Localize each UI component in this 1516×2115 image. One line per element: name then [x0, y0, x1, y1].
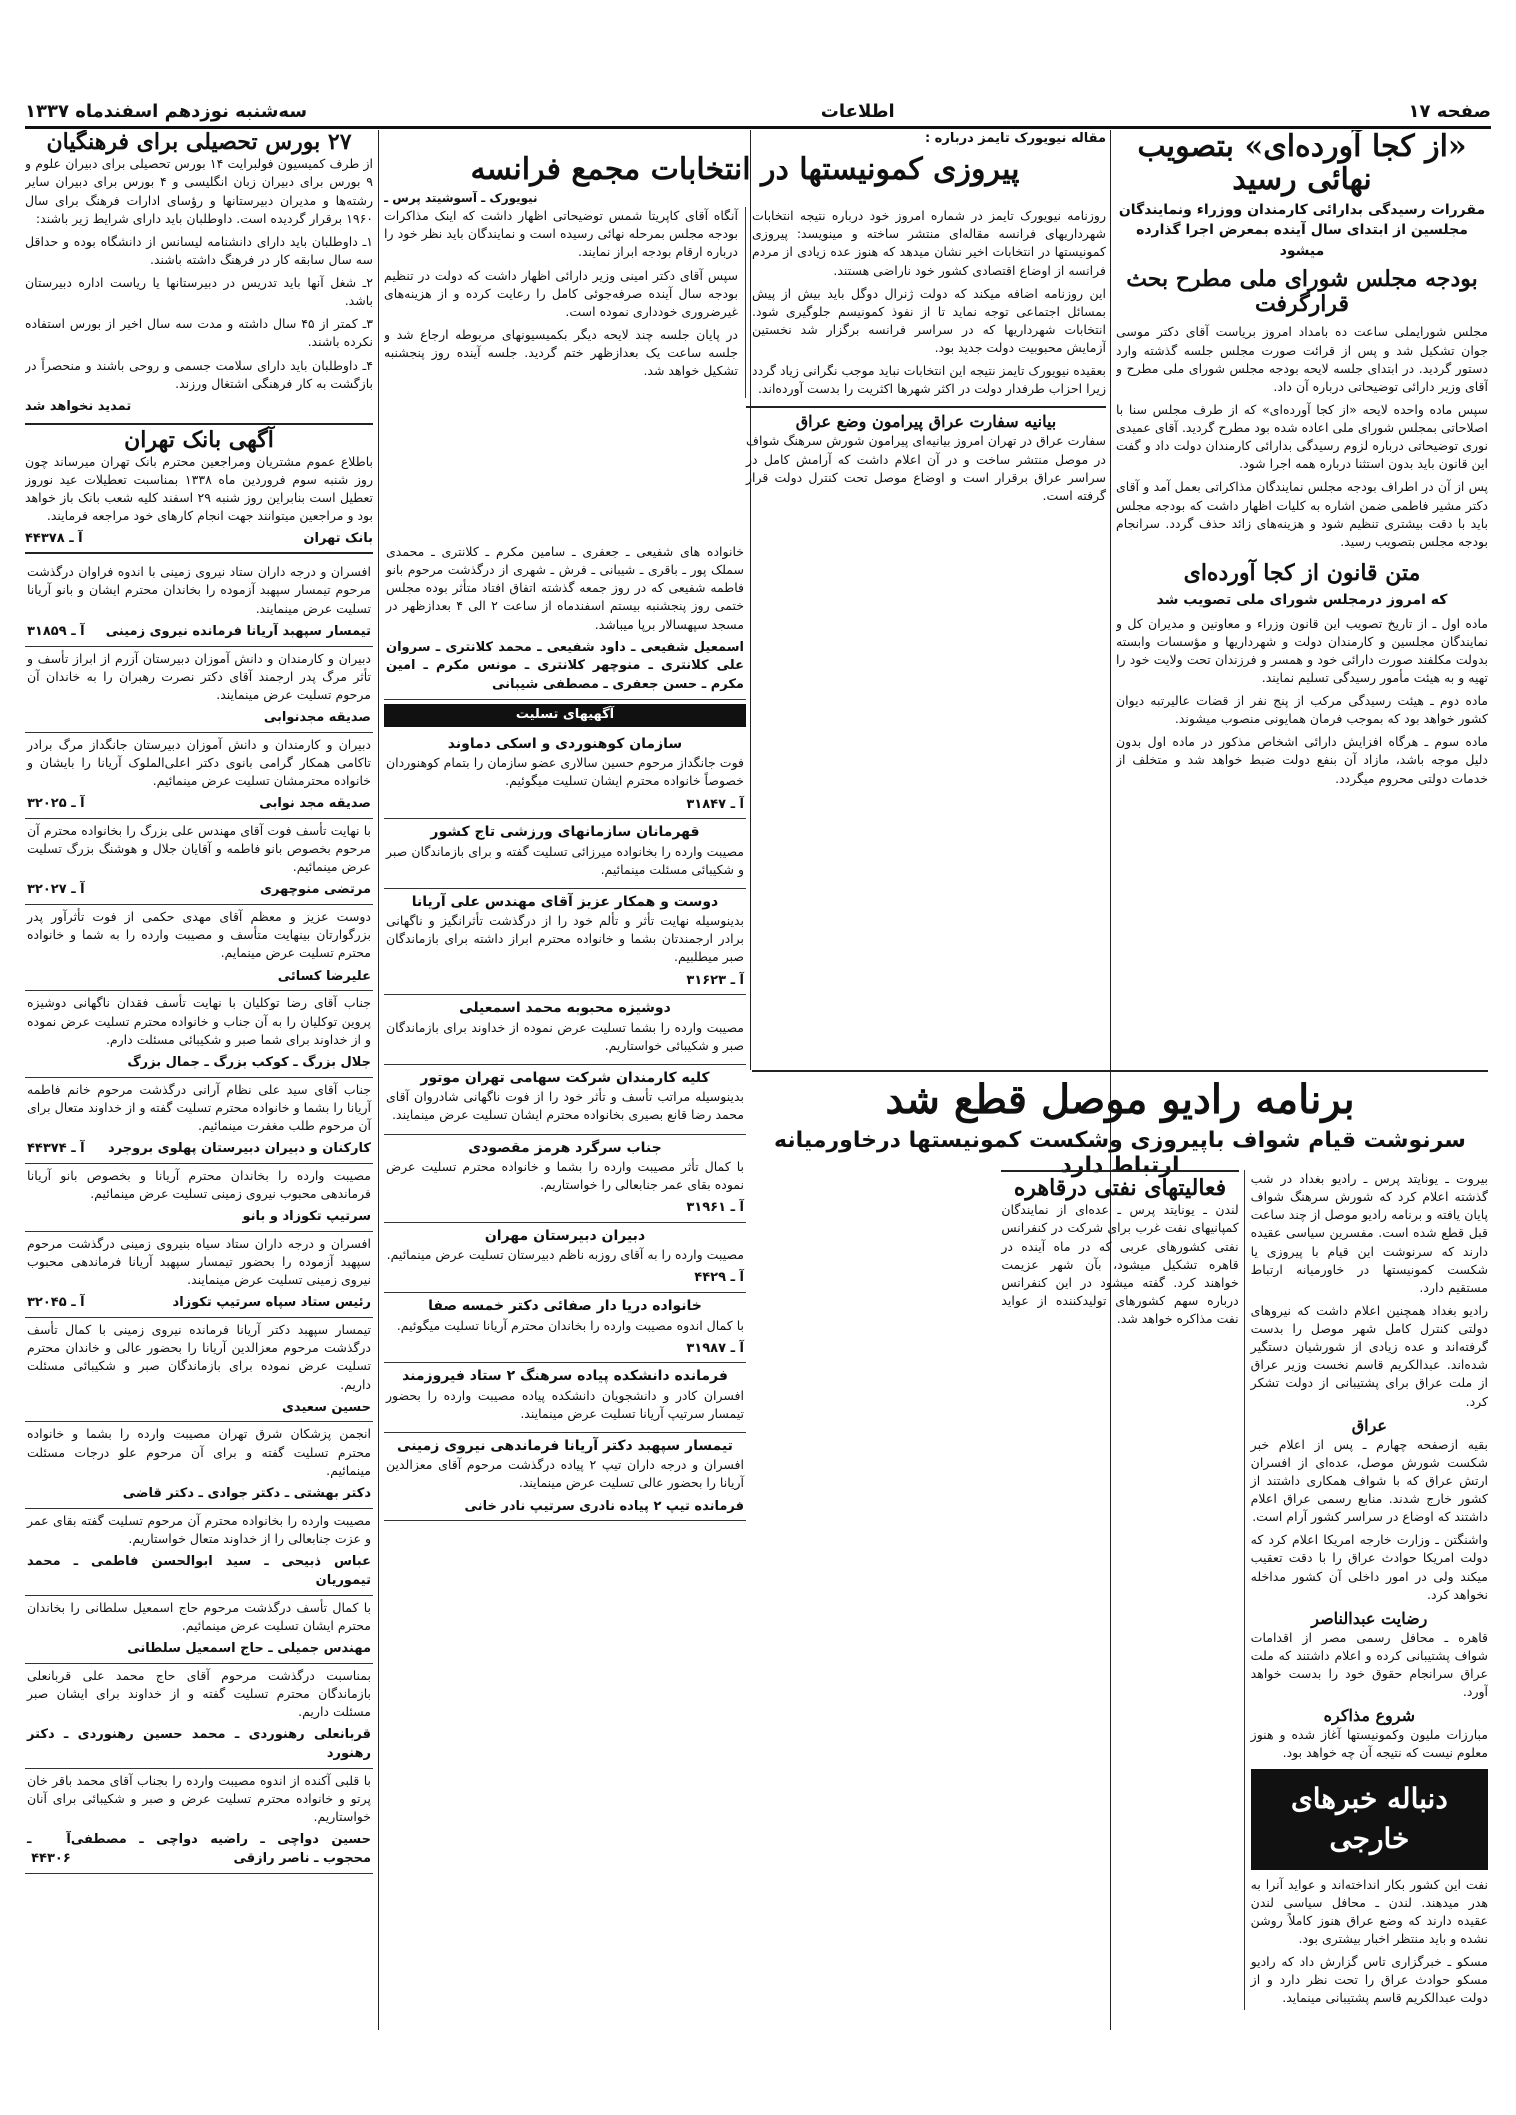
law-para: ماده دوم ـ هیئت رسیدگی مرکب از پنج نفر از قضات عالیرتبه دیوان کشور خواهد بود که بموجب فرمان همایونی منصوب میشوند.: [1116, 693, 1488, 727]
nasser-para: قاهره ـ محافل رسمی مصر از اقدامات شواف پشتیبانی کرده و اعلام داشتند که ملت عراق سرانجام حقوق خود را بدست خواهد آورد.: [1250, 1629, 1488, 1700]
left-column: [25, 130, 373, 2030]
lead-deck: مقررات رسیدگی بدارائی کارمندان ووزراء ونمایندگان مجلسین از ابتدای سال آینده بمعرض اجرا گذارده میشود: [1118, 202, 1486, 259]
final-subhead: شروع مذاکره: [1323, 1706, 1415, 1726]
iraq-embassy-headline: بیانیه سفارت عراق پیرامون وضع عراق: [795, 412, 1057, 432]
iraq-embassy-story: [746, 406, 1106, 510]
nyt-body: [384, 207, 1106, 398]
issue-date: سه‌شنبه نوزدهم اسفندماه ۱۳۳۷: [25, 100, 308, 122]
bank-text: باطلاع عموم مشتریان ومراجعین محترم بانک تهران میرساند چون روز شنبه سوم فروردین ماه ۱۳۳۸ بمناسبت تعطیلات عید نوروز تعطیل است بنابراین روز شنبه ۲۹ اسفند کلیه شعب بانک باز خواهد بود و مراجعین میتوانند جهت انجام کارهای خود مراجعه فرمایند.: [25, 453, 373, 524]
iraq-para: بقیه ازصفحه چهارم ـ پس از اعلام خبر شکست شورش موصل، عده‌ای از افسران ارتش عراق که با شواف همکاری داشتند از کشور خارج شدند. منابع رسمی عراق اعلام داشتند که اوضاع در سراسر کشور آرام است.: [1250, 1436, 1488, 1525]
scholarship-item: ۴ـ داوطلبان باید دارای سلامت جسمی و روحی باشند و منحصراً در بازگشت به کار فرهنگی اشتغال ورزند.: [25, 357, 373, 391]
notice: سازمان کوهنوردی و اسکی دماوند فوت جانگداز مرحوم حسین سالاری عضو سازمان را بتمام کوهنوردان خصوصاً خانواده محترم ایشان تسلیت میگوئیم. آ ـ ۳۱۸۴۷: [384, 731, 746, 819]
law-deck: که امروز درمجلس شورای ملی تصویب شد: [1156, 592, 1448, 609]
notice: دبیران و کارمندان و دانش آموزان دبیرستان آزرم از ابراز تأسف و تأثر مرگ پدر ارجمند آقای دکتر نصرت رهبران را به خاندان آن مرحوم تسلیت عرض مینمایند. صدیقه مجدنوابی: [25, 647, 373, 733]
law-headline: متن قانون از کجا آورده‌ای: [1183, 559, 1421, 586]
bank-headline: آگهی بانک تهران: [124, 426, 274, 453]
bank-sign: بانک تهران آ ـ ۴۴۳۷۸: [25, 531, 373, 547]
oil-headline: فعالیتهای نفتی درقاهره: [1001, 1170, 1238, 1201]
masthead: [25, 96, 1491, 129]
scholarship-text: از طرف کمیسیون فولبرایت ۱۴ بورس تحصیلی برای دبیران علوم و ۹ بورس برای دبیران زبان انگلیسی و ۴ بورس برای دبیران سایر رشته‌ها و مدیران دبیرستانها و رؤسای ادارات فرهنگ برای سال ۱۹۶۰ برقرار گردیده است. داوطلبان باید دارای شرایط زیر باشند:: [25, 156, 373, 226]
notice: بمناسبت درگذشت مرحوم آقای حاج محمد علی قربانعلی بازماندگان محترم تسلیت گفته و از خداوند برای ایشان صبر مسئلت داریم. قربانعلی رهنوردی ـ محمد حسین رهنوردی ـ دکتر رهنورد: [25, 1664, 373, 1769]
notice: دبیران دبیرستان مهران مصیبت وارده را به آقای روزبه ناظم دبیرستان تسلیت عرض مینمائیم. آ ـ ۴۴۲۹: [384, 1223, 746, 1293]
notice: با کمال تأسف درگذشت مرحوم حاج اسمعیل سلطانی را بخاندان محترم ایشان تسلیت عرض مینمائیم. مهندس جمیلی ـ حاج اسمعیل سلطانی: [25, 1596, 373, 1664]
nyt-credit: نیویورک ـ آسوشیتد پرس ـ: [384, 190, 538, 205]
nyt-para: آنگاه آقای کاپریتا شمس توضیحاتی اظهار داشت که اینک مذاکرات بودجه مجلس بمرحله نهائی رسیده است و نمایندگان باید نظر خود را درباره ارقام بودجه ابراز نمایند.: [384, 208, 738, 260]
notice: دوست و همکار عزیز آقای مهندس علی آریانا بدینوسیله نهایت تأثر و تألم خود را از درگذشت تأثرانگیز و ناگهانی برادر ارجمندتان بشما و خانواده محترم ابراز داشته برای بازماندگان صبر میطلبیم. آ ـ ۳۱۶۲۳: [384, 889, 746, 996]
notice: خانواده دریا دار صفائی دکتر خمسه صفا با کمال اندوه مصیبت وارده را بخاندان محترم آریانا تسلیت میگوئیم. آ ـ ۳۱۹۸۷: [384, 1293, 746, 1363]
notice: دوست عزیز و معظم آقای مهدی حکمی از فوت تأثرآور پدر بزرگوارتان بینهایت متأسف و مصیبت وارده را به شما و خانواده محترم تسلیت عرض مینمایم. علیرضا کسائی: [25, 905, 373, 991]
scholarship-item: ۳ـ کمتر از ۴۵ سال داشته و مدت سه سال اخیر از بورس استفاده نکرده باشند.: [25, 316, 373, 350]
foreign-news-box: دنباله خبرهای خارجی: [1251, 1769, 1488, 1870]
bank-notice: [25, 423, 373, 555]
budget-para: پس از آن در اطراف بودجه مجلس نمایندگان مذاکراتی بعمل آمد و آقای دکتر مشیر فاطمی ضمن اشاره به کلیات اظهار داشت که بودجه مجلس باید با دقت بیشتری تنظیم شود و هزینه‌های زائد حذف گردد. سرانجام بودجه مجلس بتصویب رسید.: [1116, 479, 1488, 549]
iraq-embassy-text: سفارت عراق در تهران امروز بیانیه‌ای پیرامون شورش سرهنگ شواف در موصل منتشر ساخت و در آن اعلام داشت که آرامش کامل در سراسر عراق برقرار است و اوضاع موصل تحت کنترل دولت قرار گرفته است.: [746, 433, 1106, 503]
oil-text: لندن ـ یونایتد پرس ـ عده‌ای از نمایندگان کمپانیهای نفت غرب برای شرکت در کنفرانس نفتی کشورهای عربی که در ماه آینده در قاهره تشکیل میشود، بآن شهر عزیمت خواهند کرد. گفته میشود در این کنفرانس درباره سهم کشورهای تولیدکننده از عواید نفت مذاکره خواهد شد.: [1001, 1202, 1239, 1327]
law-para: ماده سوم ـ هرگاه افزایش دارائی اشخاص مذکور در ماده اول بدون دلیل موجه باشد، مازاد آن بنفع دولت ضبط خواهد شد و متخلف از خدمات دولتی محروم میگردد.: [1116, 734, 1488, 786]
budget-headline: بودجه مجلس شورای ملی مطرح بحث قرارگرفت: [1126, 265, 1478, 318]
radio-story: [752, 1170, 1488, 2020]
nyt-headline: پیروزی کمونیستها در انتخابات مجمع فرانسه: [470, 151, 1020, 187]
radio-headline: برنامه رادیو موصل قطع شد: [885, 1076, 1355, 1123]
radio-banner: [752, 1076, 1488, 1178]
notice: دوشیزه محبوبه محمد اسمعیلی مصیبت وارده را بشما تسلیت عرض نموده از خداوند برای بازماندگان صبر و شکیبائی خواستاریم.: [384, 995, 746, 1065]
notice: دبیران و کارمندان و دانش آموزان دبیرستان جانگداز مرگ برادر تاکامی همکار گرامی بانوی دکتر اعلی‌الملوک آریانا را بایشان و خانواده محترمشان تسلیت عرض مینمائیم. صدیقه مجد نوابی آ ـ ۳۲۰۲۵: [25, 733, 373, 819]
foreign-para: نفت این کشور بکار انداخته‌اند و عواید آنرا به هدر میدهند. لندن ـ محافل سیاسی لندن عقیده دارند که وضع عراق هنوز کاملاً روشن نشده و باید منتظر اخبار بیشتری بود.: [1250, 1876, 1488, 1947]
notice: تیمسار سپهبد دکتر آریانا فرمانده نیروی زمینی با کمال تأسف درگذشت مرحوم معزالدین آریانا را بحضور عالی و خاندان محترم تسلیت عرض نموده برای بازماندگان صبر و شکیبائی مسئلت داریم. حسین سعیدی: [25, 1318, 373, 1422]
notice-text: خانواده های شفیعی ـ جعفری ـ سامین مکرم ـ کلانتری ـ محمدی سملک پور ـ باقری ـ شیبانی ـ فرش ـ شهری از درگذشت مرحوم بانو فاطمه شفیعی که در روز جمعه گذشته اتفاق افتاد متأثر بوده مجلس ختمی روز پنجشنبه بیستم اسفندماه از ساعت ۲ الی ۴ بعدازظهر در مسجد سپهسالار برپا میباشد.: [386, 544, 744, 632]
scholarship-headline: ۲۷ بورس تحصیلی برای فرهنگیان: [46, 130, 352, 155]
nyt-para: در پایان جلسه چند لایحه دیگر بکمیسیونهای مربوطه ارجاع شد و جلسه ساعت یک بعدازظهر ختم گردید. جلسه آینده روز پنجشنبه تشکیل خواهد شد.: [384, 326, 738, 379]
law-para: ماده اول ـ از تاریخ تصویب این قانون وزراء و معاونین و مدیران کل و نمایندگان مجلسین و کارمندان دولت و شهرداریها و مؤسسات وابسته بدولت مکلفند صورت دارائی خود و همسر و فرزندان تحت ولایت خود را تهیه و به هیئت مأمور رسیدگی تسلیم نمایند.: [1116, 615, 1488, 685]
notice: با نهایت تأسف فوت آقای مهندس علی بزرگ را بخانواده محترم آن مرحوم بخصوص بانو فاطمه و آقایان جلال و هوشنگ بزرگ تسلیت عرض مینمائیم. مرتضی منوچهری آ ـ ۳۲۰۲۷: [25, 819, 373, 905]
nasser-subhead: رضایت عبدالناصر: [1311, 1608, 1428, 1628]
notice: فرمانده دانشکده پیاده سرهنگ ۲ ستاد فیروزمند افسران کادر و دانشجویان دانشکده پیاده مصیبت وارده را بحضور تیمسار سرتیپ آریانا تسلیت عرض مینمایند.: [384, 1363, 746, 1433]
nyt-para: سپس آقای دکتر امینی وزیر دارائی اظهار داشت که دولت در تنظیم بودجه سال آینده صرفه‌جوئی کامل را رعایت کرده و از هزینه‌های غیرضروری خودداری نموده است.: [384, 267, 738, 319]
page-number: صفحه ۱۷: [1408, 100, 1491, 122]
notice: جناب آقای رضا توکلیان با نهایت تأسف فقدان ناگهانی دوشیزه پروین توکلیان را به آن جناب و خانواده محترم تسلیت عرض نموده و از خداوند برای شما صبر و شکیبائی مسئلت دارم. جلال بزرگ ـ کوکب بزرگ ـ جمال بزرگ: [25, 991, 373, 1077]
notice: تیمسار سپهبد دکتر آریانا فرماندهی نیروی زمینی افسران و درجه داران تیپ ۲ پیاده درگذشت مرحوم آقای معزالدین آریانا را بحضور عالی تسلیت عرض مینمایند. فرمانده تیپ ۲ پیاده نادری سرتیپ نادر خانی: [384, 1433, 746, 1521]
radio-para: بیروت ـ یونایتد پرس ـ رادیو بغداد در شب گذشته اعلام کرد که شورش سرهنگ شواف پایان یافته و برنامه رادیو موصل از چند ساعت قبل قطع شده است. مفسرین سیاسی عقیده دارند که سرنوشت این قیام با پیروزی یا شکست کمونیستها در خاورمیانه ارتباط مستقیم دارد.: [1250, 1171, 1488, 1295]
paper-name: اطلاعات: [820, 100, 895, 122]
foreign-para: مسکو ـ خبرگزاری تاس گزارش داد که رادیو مسکو حوادث عراق را تحت نظر دارد و از دولت عبدالکریم قاسم پشتیبانی مینماید.: [1250, 1954, 1488, 2006]
notice-sign: اسمعیل شفیعی ـ داود شفیعی ـ محمد کلانتری ـ سروان علی کلانتری ـ منوچهر کلانتری ـ مونس مکرم ـ امین مکرم ـ حسن جعفری ـ مصطفی شیبانی: [386, 639, 744, 693]
final-para: مبارزات ملیون وکمونیستها آغاز شده و هنوز معلوم نیست که نتیجه آن چه خواهد بود.: [1250, 1727, 1488, 1761]
radio-deck: سرنوشت قیام شواف باپیروزی وشکست کمونیستها درخاورمیانه ارتباط دارد: [774, 1128, 1466, 1178]
notice: [384, 540, 746, 700]
lead-headline: «از کجا آورده‌ای» بتصویب نهائی رسید: [1137, 130, 1467, 197]
condolence-header: آگهیهای تسلیت: [384, 704, 746, 727]
scholarship-footer: تمدید نخواهد شد: [25, 398, 132, 414]
iraq-para: واشنگتن ـ وزارت خارجه امریکا اعلام کرد که دولت امریکا حوادث عراق را با دقت تعقیب میکند ولی در امور داخلی آن کشور مداخله نخواهد کرد.: [1250, 1532, 1488, 1602]
notice: جناب سرگرد هرمز مقصودی با کمال تأثر مصیبت وارده را بشما و خانواده محترم تسلیت عرض نموده بقای عمر جنابعالی را خواستاریم. آ ـ ۳۱۹۶۱: [384, 1135, 746, 1223]
notice: با قلبی آکنده از اندوه مصیبت وارده را بجناب آقای محمد باقر خان پرتو و خانواده محترم تسلیت عرض و صبر و شکیبائی برای آنان خواستاریم. حسین دواچی ـ راضیه دواچی ـ مصطفی محجوب ـ ناصر رازقی آ ـ ۴۴۳۰۶: [25, 1769, 373, 1874]
scholarship-item: ۲ـ شغل آنها باید تدریس در دبیرستانها یا ریاست اداره دبیرستان باشد.: [25, 275, 373, 309]
notice: مصیبت وارده را بخاندان محترم آریانا و بخصوص بانو آریانا فرماندهی محبوب نیروی زمینی تسلیت عرض مینمائیم. سرتیپ تکوزاد و بانو: [25, 1164, 373, 1232]
notice: قهرمانان سازمانهای ورزشی تاج کشور مصیبت وارده را بخانواده میرزائی تسلیت گفته و برای بازماندگان صبر و شکیبائی مسئلت مینمائیم.: [384, 819, 746, 889]
iraq-subhead: عراق: [1351, 1415, 1387, 1435]
nyt-kicker: مقاله نیویورک تایمز درباره :: [924, 131, 1106, 146]
nyt-para: بعقیده نیویورک تایمز نتیجه این انتخابات نباید موجب نگرانی زیاد گردد زیرا احزاب طرفدار دولت در اکثر شهرها اکثریت را بدست آورده‌اند.: [752, 363, 1106, 397]
budget-para: سپس ماده واحده لایحه «از کجا آورده‌ای» که از طرف مجلس سنا با اصلاحاتی بمجلس شورای ملی اعاده شده بود مطرح گردید. آقای عمیدی نوری توضیحاتی درباره لزوم رسیدگی بدارائی کارمندان دولت داد و گفت این قانون باید بدون استثنا درباره همه اجرا شود.: [1116, 401, 1488, 472]
notice: جناب آقای سید علی نظام آرانی درگذشت مرحوم خانم فاطمه آریانا را بشما و خانواده محترم تسلیت گفته و از خداوند متعال برای آن مرحوم طلب مغفرت مینمائیم. کارکنان و دبیران دبیرستان پهلوی بروجرد آ ـ ۴۴۳۷۴: [25, 1078, 373, 1164]
scholarship-item: ۱ـ داوطلبان باید دارای دانشنامه لیسانس از دانشگاه بوده و حداقل سه سال سابقه کار در فرهنگ داشته باشند.: [25, 233, 373, 267]
notice: مصیبت وارده را بخانواده محترم آن مرحوم تسلیت گفته بقای عمر و عزت جنابعالی را از خداوند متعال خواستاریم. عباس ذبیحی ـ سید ابوالحسن فاطمی ـ محمد تیموریان: [25, 1509, 373, 1596]
column-rule: [378, 130, 379, 2030]
notice: افسران و درجه داران ستاد سیاه بنیروی زمینی درگذشت مرحوم سپهبد آزموده را بحضور تیمسار سپهبد آریانا فرماندهی محبوب نیروی زمینی تسلیت عرض مینمایند. رئیس ستاد سپاه سرتیپ تکوزاد آ ـ ۳۲۰۴۵: [25, 1232, 373, 1318]
budget-para: مجلس شورایملی ساعت ده بامداد امروز بریاست آقای دکتر موسی جوان تشکیل شد و پس از قرائت صورت مجلس جلسه گذشته وارد دستور گردید. در ابتدای جلسه لایحه بودجه مجلس شورای ملی مطرح و آقای وزیر دارائی توضیحاتی درباره آن داد.: [1116, 324, 1488, 394]
notice: انجمن پزشکان شرق تهران مصیبت وارده را بشما و خانواده محترم تسلیت گفته و برای آن مرحوم علو درجات مسئلت مینمائیم. دکتر بهشتی ـ دکتر جوادی ـ دکتر قاضی: [25, 1422, 373, 1508]
notice: کلیه کارمندان شرکت سهامی تهران موتور بدینوسیله مراتب تأسف و تأثر خود را از فوت ناگهانی شادروان آقای محمد رضا قانع بصیری بخانواده محترم ایشان تسلیت عرض مینمایند.: [384, 1065, 746, 1135]
notice: افسران و درجه داران ستاد نیروی زمینی با اندوه فراوان درگذشت مرحوم تیمسار سپهبد آزموده را بخاندان محترم ایشان و بانو آریانا تسلیت عرض مینمایند. تیمسار سپهبد آریانا فرمانده نیروی زمینی آ ـ ۳۱۸۵۹: [25, 560, 373, 646]
radio-para: رادیو بغداد همچنین اعلام داشت که نیروهای دولتی کنترل کامل شهر موصل را بدست گرفته‌اند و عده زیادی از شورشیان دستگیر شده‌اند. عبدالکریم قاسم نخست وزیر عراق از ملت عراق برای پشتیبانی از دولت تشکر کرد.: [1250, 1302, 1488, 1409]
middle-notices-column: [384, 540, 746, 2020]
nyt-para: این روزنامه اضافه میکند که دولت ژنرال دوگل باید بیش از پیش بمسائل اجتماعی توجه نماید تا از نفوذ کمونیسم جلوگیری شود. انتخابات شهرداریها که در سراسر فرانسه برگزار شد نخستین آزمایش محبوبیت دولت جدید بود.: [752, 285, 1106, 356]
nyt-para: روزنامه نیویورک تایمز در شماره امروز خود درباره نتیجه انتخابات شهرداریهای فرانسه مقاله‌ای منتشر ساخته و مینویسد: پیروزی کمونیستها در انتخابات اخیر نشان میدهد که هنوز عده زیادی از مردم فرانسه از اوضاع اقتصادی کشور خود ناراضی هستند.: [752, 208, 1106, 278]
radio-columns: [752, 1170, 1488, 2010]
